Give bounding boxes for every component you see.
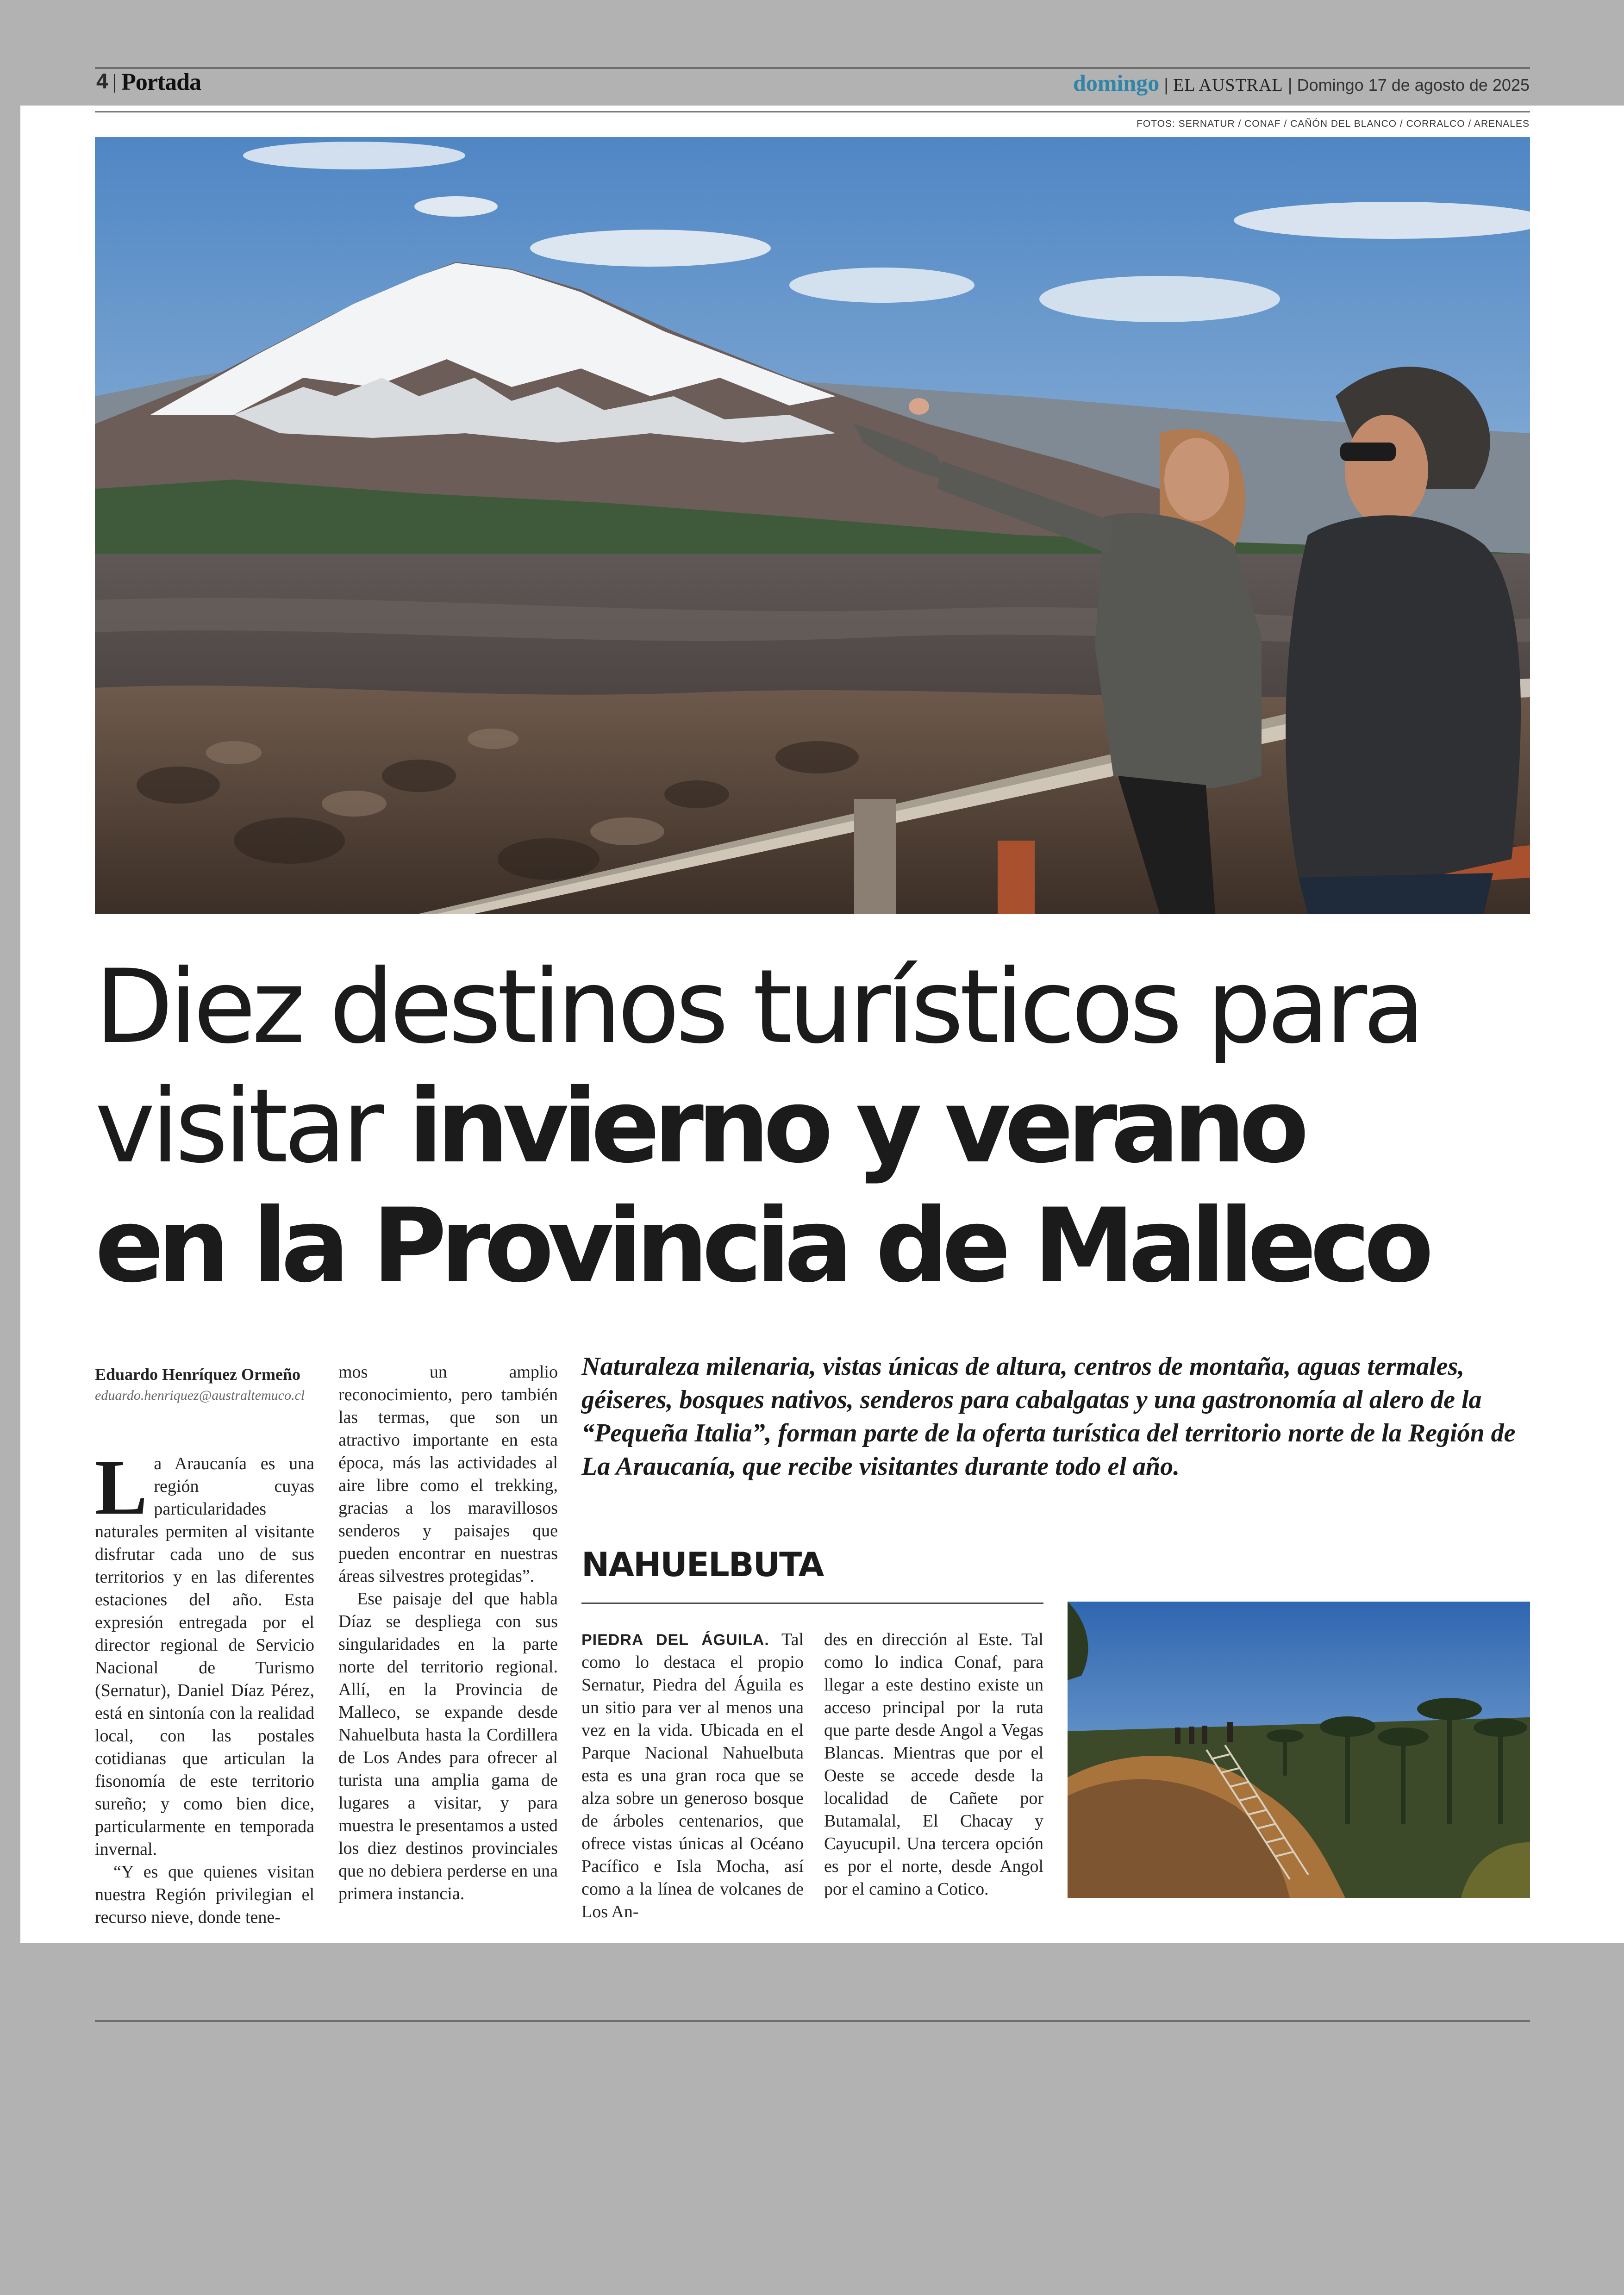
headline-line-2 [95,1066,1530,1186]
subhead-rule [581,1603,1043,1604]
drop-cap: L [95,1444,148,1531]
body-paragraph-2b: mos un amplio reconocimiento, pero también las termas, que son un atractivo importante en esta época, más las actividades al aire libre como el trekking, gracias a los maravillosos senderos y paisajes que pueden encontrar en nuestras áreas silvestres protegidas”. [338,1362,558,1586]
secondary-photo [1068,1602,1530,1898]
headline-line-2-light: visitar [95,1067,408,1185]
masthead-paper: EL AUSTRAL [1173,75,1283,95]
piedra-del-aguila-text: Tal como lo destaca el propio Sernatur, Piedra del Águila es un sitio para ver al menos una vez en la vida. Ubicada en el Parque Nacional Nahuelbuta esta es una gran roca que se alza sobre un generoso bosque de árboles centenarios, que ofrece vistas únicas al Océano Pacífico e Isla Mocha, así como a la línea de volcanes de Los An- [581,1630,804,1921]
body-column-3 [581,1628,804,1923]
piedra-del-aguila-paragraph [581,1628,804,1923]
headline-line-3: en la Provincia de Malleco [95,1186,1428,1305]
masthead-separator: | [1287,75,1293,95]
runin-heading: PIEDRA DEL ÁGUILA. [581,1631,769,1649]
headline-line-1: Diez destinos turísticos para [95,948,1421,1066]
author-byline: Eduardo Henríquez Ormeño [95,1365,301,1384]
page-number: 4 [96,69,108,93]
hero-photo [95,137,1530,914]
masthead [1073,69,1530,96]
body-paragraph-1-text: a Araucanía es una región cuyas particularidades naturales permiten al visitante disfrutar cada uno de sus territorios y en las diferentes estaciones del año. Esta expresión entregada por el director regional de Servicio Nacional de Turismo (Sernatur), Daniel Díaz Pérez, está en sintonía con la realidad local, con las postales cotidianas que articulan la fisonomía de este territorio sureño; y como bien dice, particularmente en temporada invernal. [95,1454,314,1859]
headline-line-2-bold: invierno y verano [408,1067,1303,1185]
masthead-date: Domingo 17 de agosto de 2025 [1297,75,1530,94]
lead-paragraph: Naturaleza milenaria, vistas únicas de altura, centros de montaña, aguas termales, géiseres, bosques nativos, senderos para cabalgatas y una gastronomía al alero de la “Pequeña Italia”, forman parte de la oferta turística del territorio norte de la Región de La Araucanía, que recibe visitantes durante todo el año. [581,1352,1516,1481]
masthead-separator: | [1164,75,1169,95]
photo-piedra-del-aguila [1068,1602,1530,1898]
footer-rule [95,2020,1530,2022]
section-label: Portada [121,69,201,95]
page-number-divider [114,74,115,93]
body-paragraph-3: Ese paisaje del que habla Díaz se despliega con sus singularidades en la parte norte del territorio regional. Allí, en la Provincia de Malleco, se expande desde Nahuelbuta hasta la Cordillera de Los Andes para ofrecer al turista una amplia gama de lugares a visitar, y para muestra le presentamos a usted los diez destinos provinciales que no debiera perderse en una primera instancia. [338,1589,558,1903]
headline [95,947,1530,1305]
body-paragraph-1 [95,1444,314,1861]
access-paragraph: des en dirección al Este. Tal como lo indica Conaf, para llegar a este destino existe un acceso principal por la ruta que parte desde Angol a Vegas Blancas. Mientras que por el Oeste se accede desde la localidad de Cañete por Butamalal, El Chacay y Cayucupil. Una tercera opción es por el norte, desde Angol por el camino a Cotico. [824,1630,1043,1899]
subhead-nahuelbuta: NAHUELBUTA [581,1545,824,1584]
photo-volcano-couple [95,137,1530,914]
body-column-1 [95,1444,314,1929]
body-column-2 [338,1361,558,1905]
masthead-brand: domingo [1073,70,1160,96]
author-email: eduardo.henriquez@australtemuco.cl [95,1388,305,1403]
header-rule [95,67,1530,69]
credits-rule [95,111,1530,112]
photo-credits: FOTOS: SERNATUR / CONAF / CAÑÓN DEL BLANCO / CORRALCO / ARENALES [1137,118,1530,129]
body-column-4 [824,1628,1043,1901]
body-paragraph-2a: “Y es que quienes visitan nuestra Región privilegian el recurso nieve, donde tene- [95,1862,314,1927]
